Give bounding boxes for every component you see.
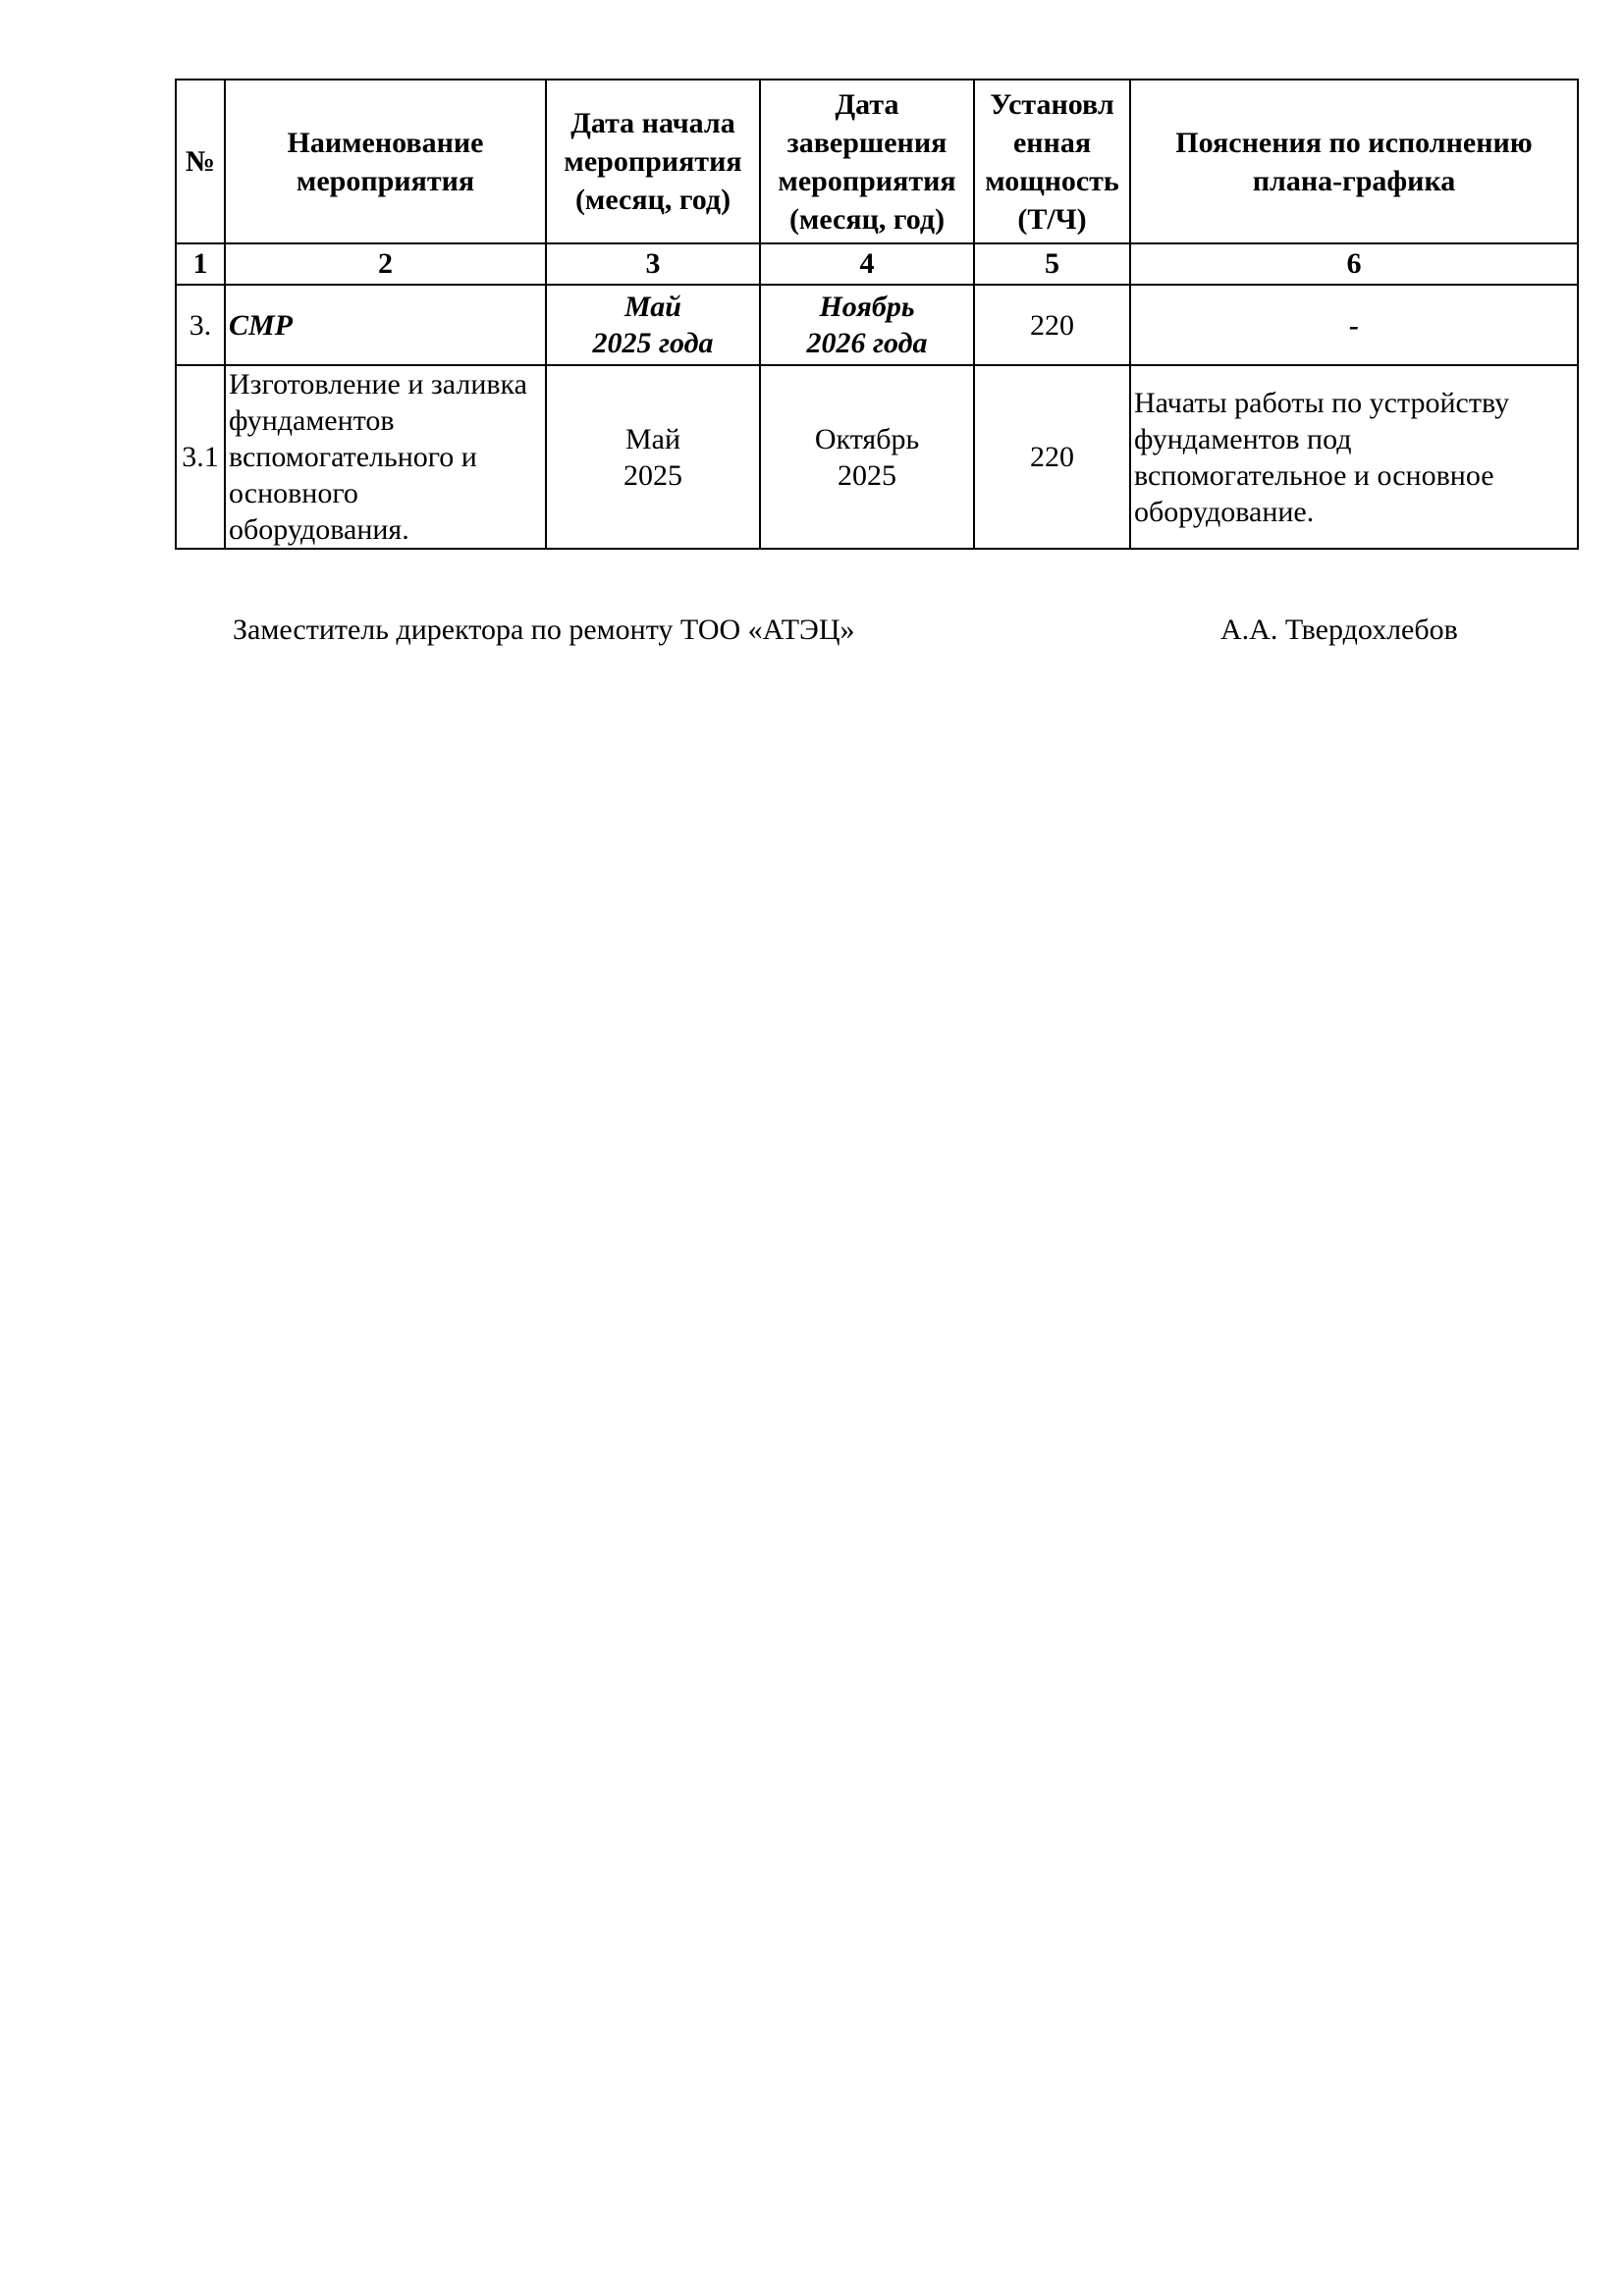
header-number: № <box>176 80 225 243</box>
table-header-row <box>176 80 1578 243</box>
column-number: 4 <box>760 243 974 285</box>
end-date: Октябрь 2025 <box>760 365 974 549</box>
row-number: 3. <box>176 285 225 365</box>
header-end-date: Дата завершения мероприятия (месяц, год) <box>760 80 974 243</box>
column-number: 3 <box>546 243 760 285</box>
signatory-name: А.А. Твердохлебов <box>1220 614 1458 646</box>
schedule-table <box>175 79 1579 550</box>
start-date: Май 2025 <box>546 365 760 549</box>
column-number: 5 <box>974 243 1130 285</box>
header-capacity: Установл енная мощность (Т/Ч) <box>974 80 1130 243</box>
header-start-date: Дата начала мероприятия (месяц, год) <box>546 80 760 243</box>
note-text: Начаты работы по устройству фундаментов под вспомогательное и основное оборудование. <box>1130 365 1578 549</box>
capacity-value: 220 <box>974 365 1130 549</box>
event-name: СМР <box>225 285 546 365</box>
end-date: Ноябрь 2026 года <box>760 285 974 365</box>
header-event-name: Наименование мероприятия <box>225 80 546 243</box>
row-number: 3.1 <box>176 365 225 549</box>
column-number: 6 <box>1130 243 1578 285</box>
column-number: 1 <box>176 243 225 285</box>
start-date: Май 2025 года <box>546 285 760 365</box>
event-name: Изготовление и заливка фундаментов вспомогательного и основного оборудования. <box>225 365 546 549</box>
column-number-row <box>176 243 1578 285</box>
column-number: 2 <box>225 243 546 285</box>
capacity-value: 220 <box>974 285 1130 365</box>
signatory-position: Заместитель директора по ремонту ТОО «АТЭЦ» <box>233 614 855 646</box>
table-row <box>176 365 1578 549</box>
note-text: - <box>1130 285 1578 365</box>
header-notes: Пояснения по исполнению плана-графика <box>1130 80 1578 243</box>
table-row <box>176 285 1578 365</box>
